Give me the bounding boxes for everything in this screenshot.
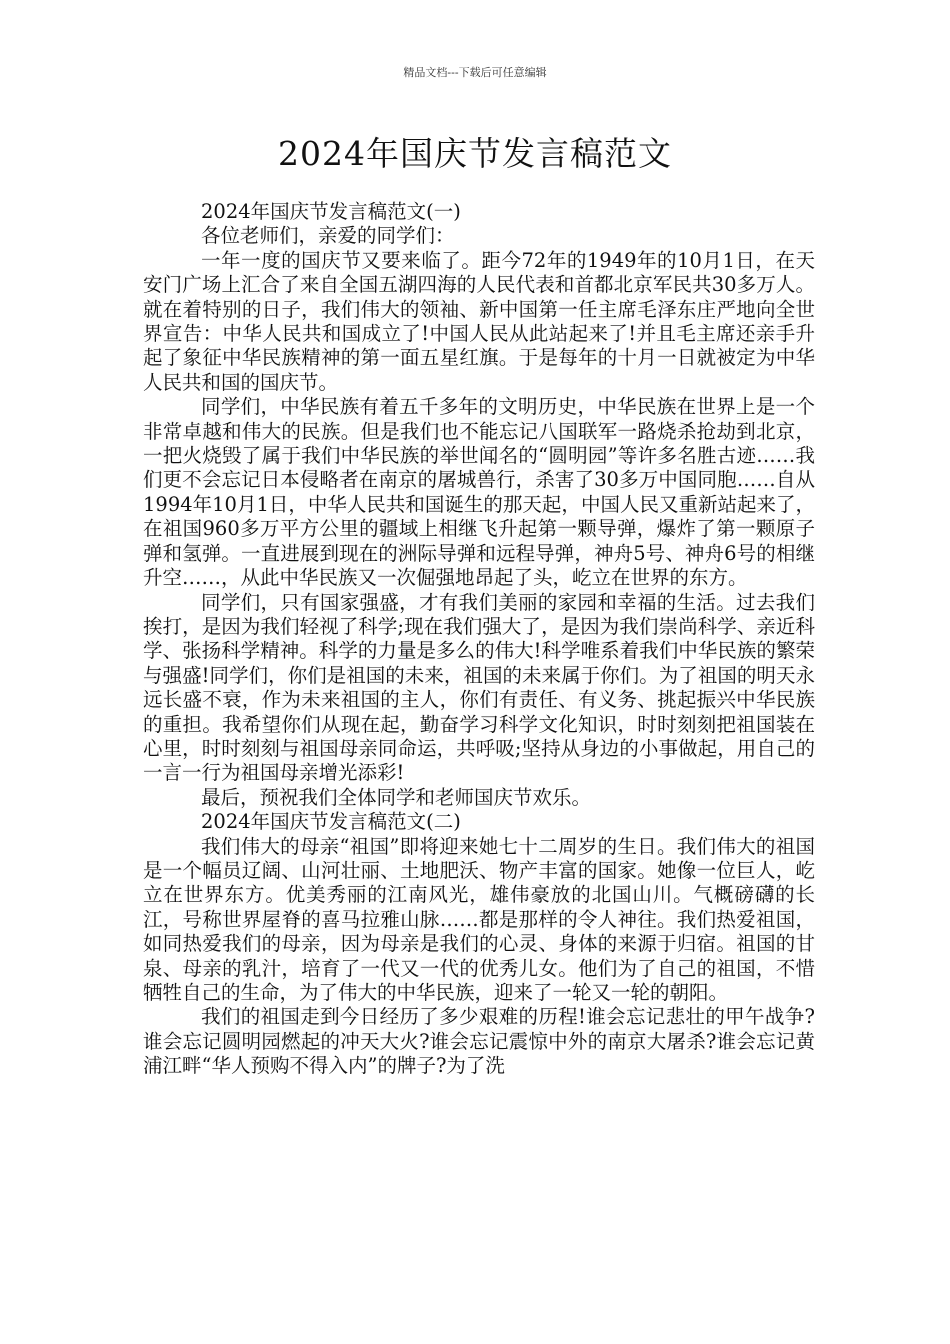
document-body bbox=[143, 200, 815, 1079]
paragraph: 同学们，中华民族有着五千多年的文明历史，中华民族在世界上是一个非常卓越和伟大的民族。但是我们也不能忘记八国联军一路烧杀抢劫到北京，一把火烧毁了属于我们中华民族的举世闻名的“圆明园”等许多名胜古迹……我们更不会忘记日本侵略者在南京的屠城兽行，杀害了30多万中国同胞……自从1994年10月1日，中华人民共和国诞生的那天起，中国人民又重新站起来了，在祖国960多万平方公里的疆域上相继飞升起第一颗导弹，爆炸了第一颗原子弹和氢弹。一直进展到现在的洲际导弹和远程导弹，神舟5号、神舟6号的相继升空……，从此中华民族又一次倔强地昂起了头，屹立在世界的东方。 bbox=[143, 395, 815, 590]
document-title: 2024年国庆节发言稿范文 bbox=[278, 134, 672, 173]
paragraph: 同学们，只有国家强盛，才有我们美丽的家园和幸福的生活。过去我们挨打，是因为我们轻视了科学;现在我们强大了，是因为我们崇尚科学、亲近科学、张扬科学精神。科学的力量是多么的伟大!科学唯系着我们中华民族的繁荣与强盛!同学们，你们是祖国的未来，祖国的未来属于你们。为了祖国的明天永远长盛不衰，作为未来祖国的主人，你们有责任、有义务、挑起振兴中华民族的重担。我希望你们从现在起，勤奋学习科学文化知识，时时刻刻把祖国装在心里，时时刻刻与祖国母亲同命运，共呼吸;坚持从身边的小事做起，用自己的一言一行为祖国母亲增光添彩! bbox=[143, 590, 815, 785]
paragraph: 我们的祖国走到今日经历了多少艰难的历程!谁会忘记悲壮的甲午战争?谁会忘记圆明园燃起的冲天大火?谁会忘记震惊中外的南京大屠杀?谁会忘记黄浦江畔“华人预购不得入内”的牌子?为了洗 bbox=[143, 1005, 815, 1078]
section-heading-2: 2024年国庆节发言稿范文(二) bbox=[201, 810, 461, 834]
salutation: 各位老师们，亲爱的同学们： bbox=[201, 224, 455, 248]
paragraph: 最后，预祝我们全体同学和老师国庆节欢乐。 bbox=[201, 785, 592, 809]
page-header: 精品文档---下载后可任意编辑 bbox=[403, 66, 547, 79]
paragraph: 一年一度的国庆节又要来临了。距今72年的1949年的10月1日，在天安门广场上汇合了来自全国五湖四海的人民代表和首都北京军民共30多万人。就在着特别的日子，我们伟大的领袖、新中国第一任主席毛泽东庄严地向全世界宣告：中华人民共和国成立了!中国人民从此站起来了!并且毛主席还亲手升起了象征中华民族精神的第一面五星红旗。于是每年的十月一日就被定为中华人民共和国的国庆节。 bbox=[143, 248, 815, 394]
section-heading-1: 2024年国庆节发言稿范文(一) bbox=[201, 200, 461, 223]
paragraph: 我们伟大的母亲“祖国”即将迎来她七十二周岁的生日。我们伟大的祖国是一个幅员辽阔、山河壮丽、土地肥沃、物产丰富的国家。她像一位巨人，屹立在世界东方。优美秀丽的江南风光，雄伟豪放的北国山川。气概磅礴的长江，号称世界屋脊的喜马拉雅山脉……都是那样的令人神往。我们热爱祖国，如同热爱我们的母亲，因为母亲是我们的心灵、身体的来源于归宿。祖国的甘泉、母亲的乳汁，培育了一代又一代的优秀儿女。他们为了自己的祖国，不惜牺牲自己的生命，为了伟大的中华民族，迎来了一轮又一轮的朝阳。 bbox=[143, 834, 815, 1004]
